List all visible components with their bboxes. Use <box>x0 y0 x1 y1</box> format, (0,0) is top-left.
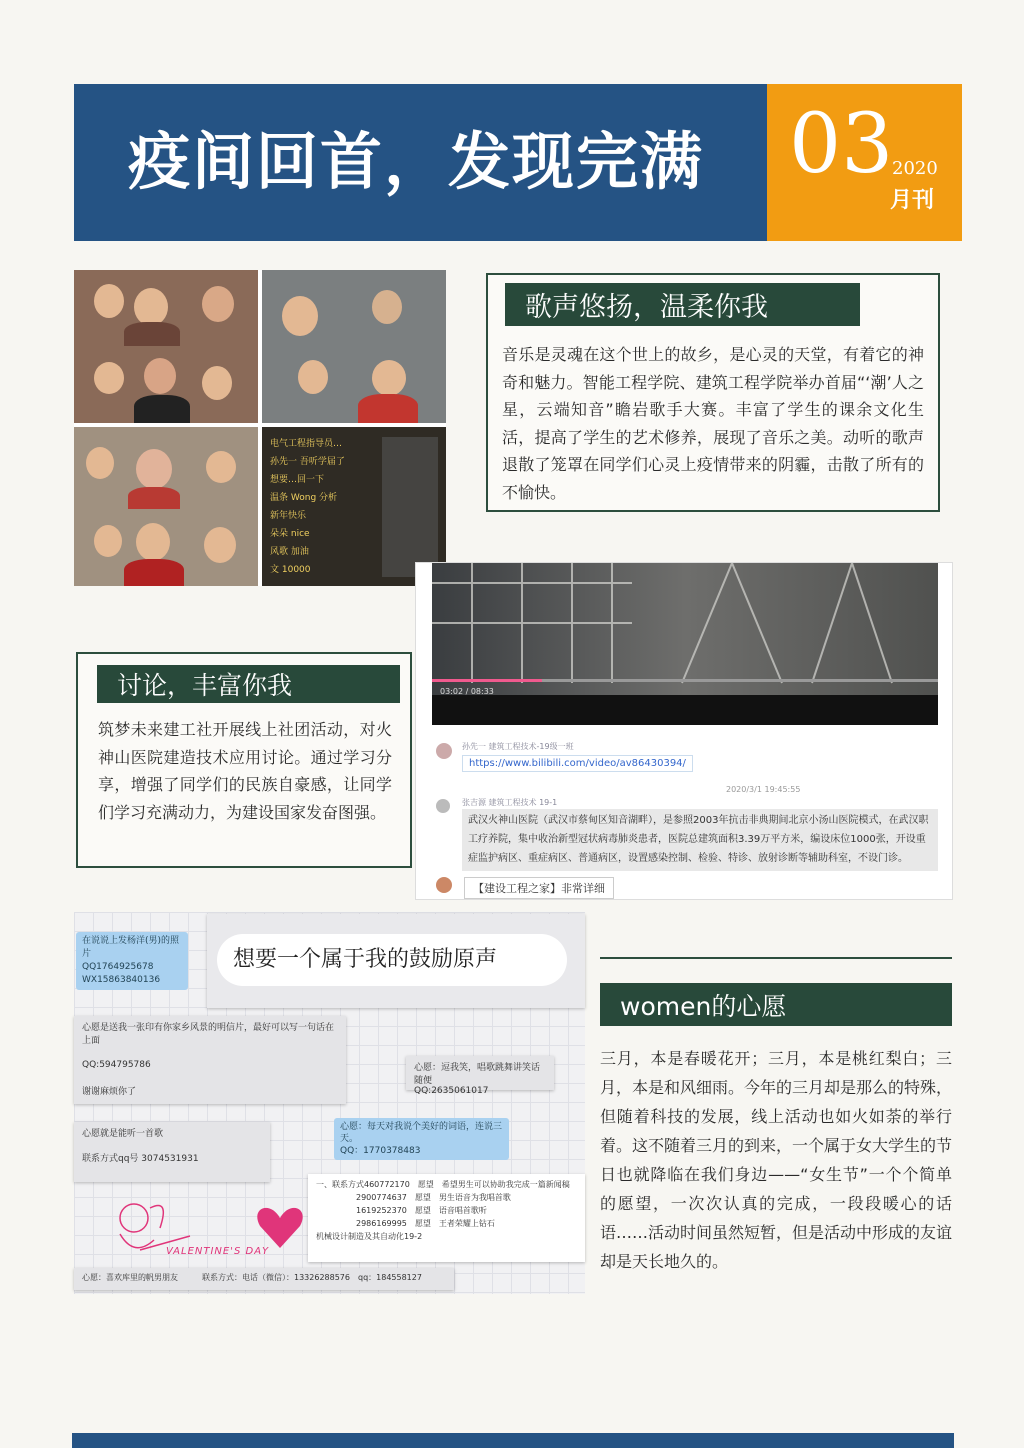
wish-chip: 心愿：喜欢库里的帆男朋友 联系方式：电话（微信）：13326288576 qq：184558127 <box>74 1268 454 1290</box>
page-title: 疫间回首，发现完满 <box>128 125 705 198</box>
heart-icon <box>257 1208 302 1248</box>
wish-chip: 在说说上发杨洋(男)的照片 QQ1764925678 WX15863840136 <box>76 932 188 990</box>
wishes-heading: women的心愿 <box>600 983 952 1026</box>
avatar <box>436 799 450 813</box>
livestream-chat-screenshot: 电气工程指导员… 孙先一 吾听学届了 想要…回一下 温条 Wong 分析 新年快乐 朵朵 nice 风歌 加油 文 10000 <box>262 427 446 586</box>
issue-number: 03 <box>789 97 894 192</box>
singing-body: 音乐是灵魂在这个世上的故乡，是心灵的天堂，有着它的神奇和魅力。智能工程学院、建筑工程学院举办首届“‘潮’人之星，云端知音”瞻岩歌手大赛。丰富了学生的课余文化生活，提高了学生的艺术修养，展现了音乐之美。动听的歌声退散了笼罩在同学们心灵上疫情带来的阴霾，击散了所有的不愉快。 <box>502 345 924 502</box>
divider <box>600 957 952 959</box>
discussion-body: 筑梦未来建工社开展线上社团活动，对火神山医院建造技术应用讨论。通过学习分享，增强了同学们的民族自豪感，让同学们学习充满动力，为建设国家发奋图强。 <box>98 720 392 822</box>
wish-chip: 心愿：逗我笑，唱歌跳舞讲笑话随便 QQ:2635061017 <box>406 1056 554 1090</box>
hospital-discussion-screenshot: 03:02 / 08:33 孙先一 建筑工程技术-19级一班 https://www.bilibili.com/video/av86430394/ 2020/3/1 19:45:55 张吉源 建筑工程技术 19-1 武汉火神山医院（武汉市蔡甸区知音湖畔），是参照2003年抗击非典期间北京小汤山医院模式，在武汉职工疗养院，集中收治新型冠状病毒肺炎患者，医院总建筑面积3.39万平方米，编设床位1000张，开设重症监护病区、重症病区、普通病区，设置感染控制、检验、特诊、放射诊断等辅助科室，不设门诊。 【建设工程之家】非常详细 <box>415 562 953 900</box>
valentine-text: VALENTINE'S DAY <box>166 1246 270 1257</box>
wish-chip: 心愿是送我一张印有你家乡风景的明信片，最好可以写一句话在上面 QQ:594795786 谢谢麻烦你了 <box>74 1016 346 1104</box>
discussion-heading: 讨论，丰富你我 <box>97 665 400 703</box>
wish-bubble-card <box>207 914 585 1008</box>
wish-chip: 心愿就是能听一首歌 联系方式qq号 3074531931 <box>74 1122 270 1182</box>
wishes-body: 三月，本是春暖花开；三月，本是桃红梨白；三月，本是和风细雨。今年的三月却是那么的特殊，但随着科技的发展，线上活动也如火如荼的举行着。这不随着三月的到来，一个属于女大学生的节日也就降临在我们身边——“女生节”一个个简单的愿望，一次次认真的完成，一段段暖心的话语……活动时间虽然短暂，但是活动中形成的友谊却是天长地久的。 <box>600 1049 953 1271</box>
issue-type: 月刊 <box>890 187 935 213</box>
comment-text: 武汉火神山医院（武汉市蔡甸区知音湖畔），是参照2003年抗击非典期间北京小汤山医院模式，在武汉职工疗养院，集中收治新型冠状病毒肺炎患者，医院总建筑面积3.39万平方米，编设床位1000张，开设重症监护病区、重症病区、普通病区，设置感染控制、检验、特诊、放射诊断等辅助科室，不设门诊。 <box>462 809 938 871</box>
wish-list: 一、联系方式460772170 愿望 希望男生可以协助我完成一篇新闻稿 2900774637 愿望 男生语音为我唱首歌 1619252370 愿望 语音唱首歌听 2986169995 愿望 王者荣耀上钻石 机械设计制造及其自动化19-2 <box>308 1174 585 1262</box>
avatar <box>436 743 452 759</box>
video-call-screenshot-3 <box>74 427 258 586</box>
avatar <box>436 877 452 893</box>
wish-collage <box>74 912 585 1294</box>
singing-heading: 歌声悠扬，温柔你我 <box>505 283 860 326</box>
issue-year: 2020 <box>892 158 938 179</box>
footer-bar <box>72 1433 954 1448</box>
wish-bubble: 想要一个属于我的鼓励原声 <box>217 934 567 986</box>
wish-chip: 心愿：每天对我说个美好的词语，连说三天。 QQ：1770378483 <box>334 1118 509 1160</box>
singing-contest-photo-grid <box>74 270 446 586</box>
video-call-screenshot-2 <box>262 270 446 423</box>
bilibili-link[interactable]: https://www.bilibili.com/video/av86430394/ <box>462 755 693 772</box>
video-player[interactable]: 03:02 / 08:33 <box>432 563 938 725</box>
video-call-screenshot-1 <box>74 270 258 423</box>
